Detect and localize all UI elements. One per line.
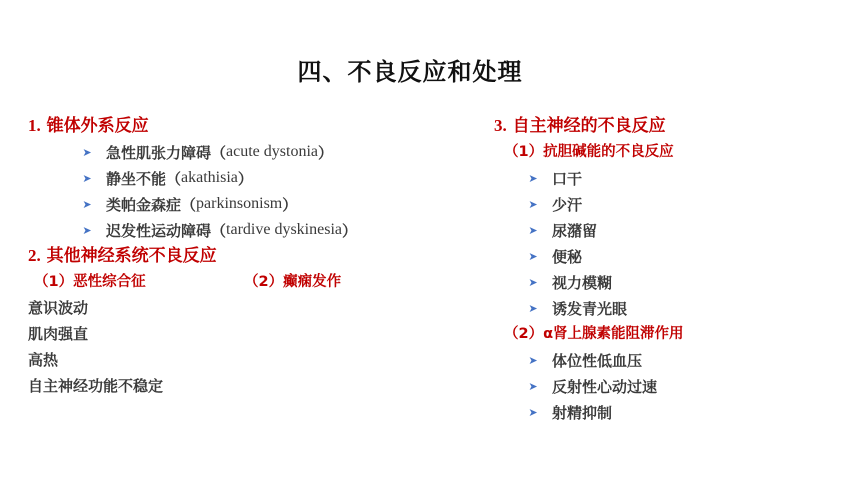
section-number: 3. [494,116,507,135]
item-text: 射精抑制 [552,403,613,422]
item-text: 少汗 [552,195,583,214]
section-heading-autonomic [494,113,834,139]
list-item: 自主神经功能不稳定 [28,377,164,395]
subheading-row [28,269,448,295]
section-heading-eps [28,113,448,139]
item-text: 反射性心动过速 [552,377,658,396]
arrow-bullet-icon: ➤ [528,405,538,419]
arrow-bullet-icon: ➤ [528,171,538,185]
arrow-bullet-icon: ➤ [82,197,92,211]
list-item [494,217,834,243]
arrow-bullet-icon: ➤ [528,223,538,237]
list-item [28,191,448,217]
arrow-bullet-icon: ➤ [528,379,538,393]
slide-title: 四、不良反应和处理 [297,58,523,86]
item-en: tardive dyskinesia [226,221,342,238]
section-heading-other-neuro [28,243,448,269]
arrow-bullet-icon: ➤ [528,197,538,211]
list-item [494,191,834,217]
item-text: 口干 [552,169,583,188]
item-text: 便秘 [552,247,583,266]
item-cn: 静坐不能（ [106,169,182,188]
item-text: 尿潴留 [552,221,598,240]
item-text: 诱发青光眼 [552,299,628,318]
item-cn: 急性肌张力障碍（ [106,143,227,162]
item-end: ） [282,195,298,214]
list-item [494,243,834,269]
list-item [28,217,448,243]
item-en: parkinsonism [196,195,283,212]
section-heading-text: 自主神经的不良反应 [512,116,666,136]
arrow-bullet-icon: ➤ [82,145,92,159]
item-text: 视力模糊 [552,273,613,292]
list-item: 意识波动 [28,299,89,317]
section-number: 1. [28,116,41,135]
section-heading-text: 其他神经系统不良反应 [46,246,217,266]
arrow-bullet-icon: ➤ [82,171,92,185]
right-column [494,113,834,425]
subheading-anticholinergic: （1）抗胆碱能的不良反应 [504,144,674,160]
section-heading-text: 锥体外系反应 [46,116,149,136]
list-item [28,139,448,165]
item-text: 体位性低血压 [552,351,643,370]
item-cn: 类帕金森症（ [106,195,197,214]
arrow-bullet-icon: ➤ [82,223,92,237]
list-item: 高热 [28,351,59,369]
arrow-bullet-icon: ➤ [528,275,538,289]
list-item: 肌肉强直 [28,325,89,343]
list-item [28,165,448,191]
list-item [494,347,834,373]
arrow-bullet-icon: ➤ [528,249,538,263]
item-en: akathisia [181,169,238,186]
list-item [494,269,834,295]
list-item [494,295,834,321]
item-end: ） [237,169,253,188]
item-end: ） [341,221,357,240]
subheading-seizure: （2）癫痫发作 [244,274,342,290]
section-number: 2. [28,246,41,265]
list-item [494,373,834,399]
list-item [494,165,834,191]
item-en: acute dystonia [226,143,318,160]
left-column [28,113,448,399]
subheading-alpha-blockade: （2）α肾上腺素能阻滞作用 [504,326,684,342]
item-end: ） [317,143,333,162]
item-cn: 迟发性运动障碍（ [106,221,227,240]
arrow-bullet-icon: ➤ [528,301,538,315]
arrow-bullet-icon: ➤ [528,353,538,367]
list-item [494,399,834,425]
subheading-nms: （1）恶性综合征 [34,274,146,290]
